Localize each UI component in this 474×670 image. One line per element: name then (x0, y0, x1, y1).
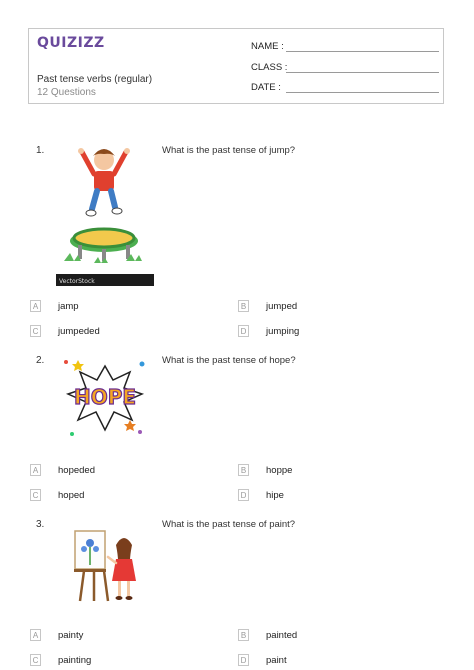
option-letter-c: C (30, 489, 41, 501)
option-b[interactable]: jumped (266, 301, 298, 312)
option-letter-d: D (238, 654, 249, 666)
option-a[interactable]: jamp (58, 301, 79, 312)
question-text: What is the past tense of jump? (162, 145, 296, 156)
option-letter-b: B (238, 629, 249, 641)
question-number: 1. (36, 145, 45, 156)
option-d[interactable]: paint (266, 655, 287, 666)
image-caption: VectorStock (59, 278, 95, 285)
question-number: 2. (36, 355, 45, 366)
class-label: CLASS : (251, 62, 288, 73)
option-c[interactable]: hoped (58, 490, 85, 501)
question-text: What is the past tense of hope? (162, 355, 296, 366)
hope-comic-image (58, 352, 152, 446)
question-number: 3. (36, 519, 45, 530)
girl-painting-image (68, 527, 142, 605)
name-line (286, 51, 439, 52)
name-field (251, 41, 284, 52)
date-field (251, 82, 281, 93)
class-line (286, 72, 439, 73)
option-letter-d: D (238, 325, 249, 337)
jumping-boy-image (56, 141, 154, 286)
quizizz-logo: QUIZIZZ (37, 35, 105, 51)
question-count: 12 Questions (37, 87, 96, 98)
class-field (251, 62, 287, 73)
option-a[interactable]: painty (58, 630, 84, 641)
option-letter-a: A (30, 464, 41, 476)
option-b[interactable]: painted (266, 630, 298, 641)
worksheet-title: Past tense verbs (regular) (37, 74, 153, 85)
name-label: NAME : (251, 41, 284, 52)
option-b[interactable]: hoppe (266, 465, 293, 476)
option-letter-c: C (30, 325, 41, 337)
question-text: What is the past tense of paint? (162, 519, 296, 530)
hope-word: HOPE (73, 385, 137, 409)
option-letter-c: C (30, 654, 41, 666)
option-d[interactable]: hipe (266, 490, 284, 501)
option-letter-a: A (30, 629, 41, 641)
date-label: DATE : (251, 82, 281, 93)
worksheet-header (28, 28, 444, 104)
option-letter-a: A (30, 300, 41, 312)
option-a[interactable]: hopeded (58, 465, 95, 476)
option-letter-b: B (238, 464, 249, 476)
option-c[interactable]: painting (58, 655, 92, 666)
option-d[interactable]: jumping (266, 326, 300, 337)
option-c[interactable]: jumpeded (58, 326, 100, 337)
option-letter-b: B (238, 300, 249, 312)
date-line (286, 92, 439, 93)
option-letter-d: D (238, 489, 249, 501)
